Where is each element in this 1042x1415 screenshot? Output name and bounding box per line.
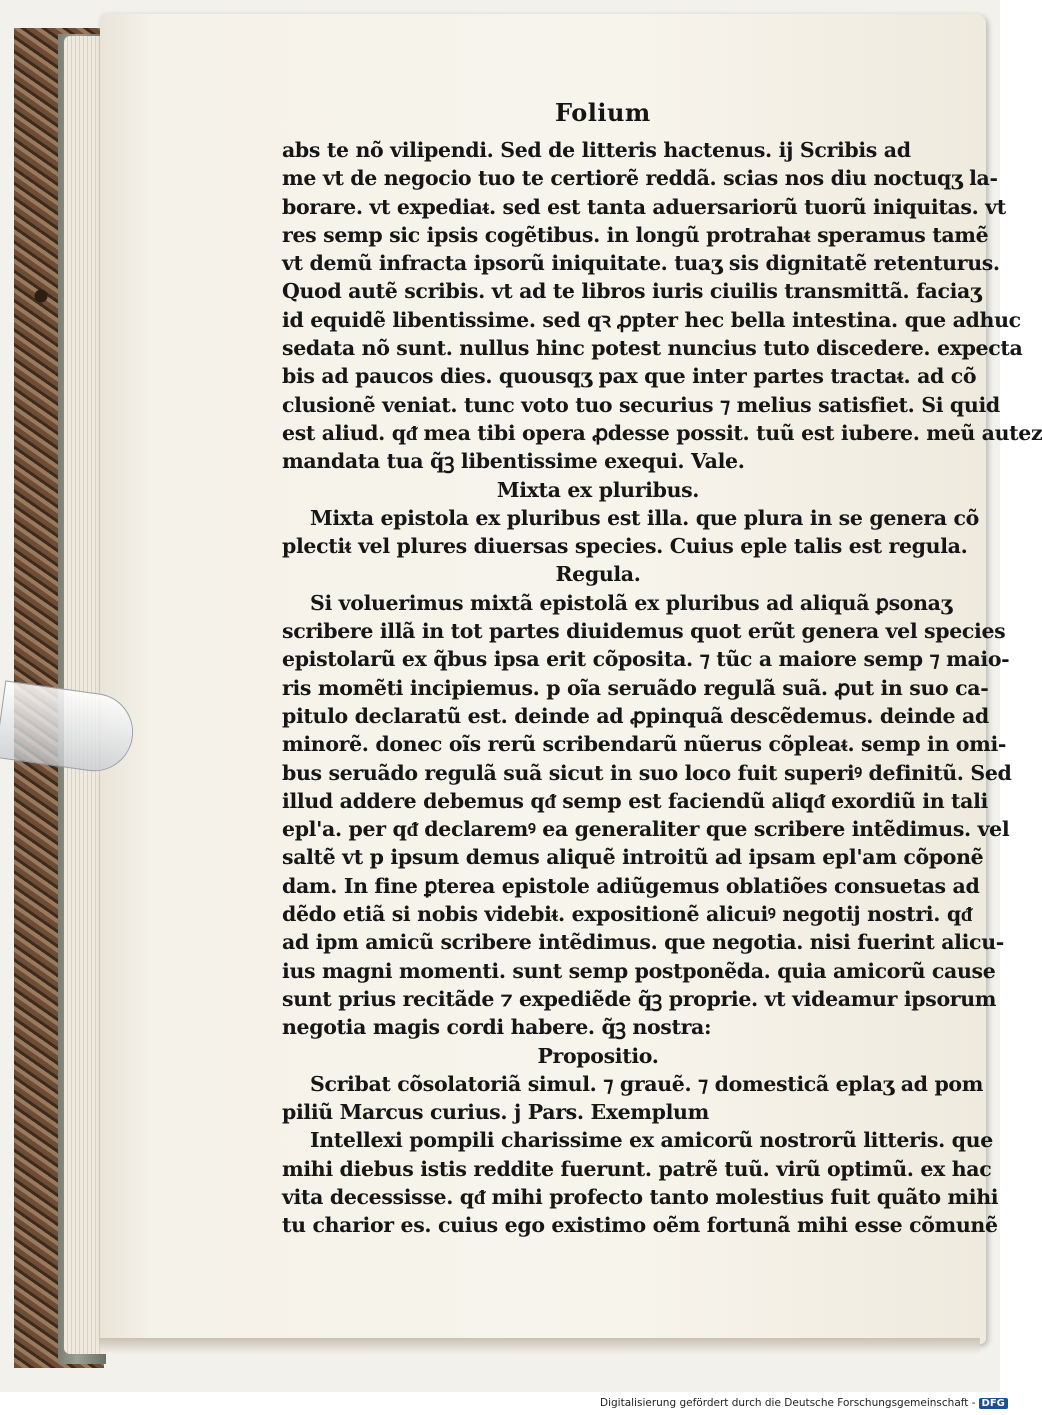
text-line: pitulo declaratũ est. deinde ad ꝓpinquã descẽdemus. deinde ad: [282, 703, 989, 728]
text-line: Si voluerimus mixtã epistolã ex pluribus ad aliquã ꝑsonaʒ: [310, 590, 952, 615]
text-line: epl'a. per qᵭ declaremꝰ ea generaliter que scribere intẽdimus. vel: [282, 817, 1010, 842]
text-line: illud addere debemus qᵭ semp est faciendũ aliqᵭ exordiũ in tali: [282, 788, 988, 813]
text-line: saltẽ vt p ipsum demus aliquẽ introitũ ad ipsam epl'am cõponẽ: [282, 845, 984, 870]
text-line: vita decessisse. qᵭ mihi profecto tanto molestius fuit quãto mihi: [282, 1184, 999, 1209]
text-line: bus seruãdo regulã suã sicut in suo loco fuit superiꝰ definitũ. Sed: [282, 760, 1012, 785]
text-line: Mixta ex pluribus.: [496, 477, 700, 502]
text-line: mihi diebus istis reddite fuerunt. patrẽ tuũ. virũ optimũ. ex hac: [282, 1156, 992, 1181]
text-line: est aliud. qᵭ mea tibi opera ꝓdesse possit. tuũ est iubere. meũ autez: [282, 420, 1042, 445]
text-line: res semp sic ipsis cogẽtibus. in longũ protrahaᵵ speramus tamẽ: [282, 222, 989, 247]
text-line: vt demũ infracta ipsorũ iniquitate. tuaʒ sis dignitatẽ retenturus.: [282, 251, 1000, 276]
text-line: dẽdo etiã si nobis videbiᵵ. expositionẽ alicuiꝰ negotij nostri. qᵭ: [282, 902, 972, 927]
text-line: Regula.: [555, 562, 641, 587]
text-line: mandata tua q̃ꝫ libentissime exequi. Vale.: [282, 449, 745, 474]
text-line: ad ipm amicũ scribere intẽdimus. que negotia. nisi fuerint alicu-: [282, 930, 1004, 955]
text-line: negotia magis cordi habere. q̃ꝫ nostra:: [282, 1015, 712, 1040]
text-line: Mixta epistola ex pluribus est illa. que plura in se genera cõ: [310, 505, 979, 530]
text-line: minorẽ. donec oĩs rerũ scribendarũ nũerus cõpleaᵵ. semp in omi-: [282, 732, 1007, 757]
text-line: clusionẽ veniat. tunc voto tuo securius ⁊ melius satisfiet. Si quid: [282, 392, 1000, 417]
text-line: me vt de negocio tuo te certiorẽ reddã. scias nos diu noctuqʒ la-: [282, 166, 998, 191]
text-line: dam. In fine ꝑterea epistole adiũgemus oblatiões consuetas ad: [282, 873, 980, 898]
text-line: Quod autẽ scribis. vt ad te libros iuris ciuilis transmittã. faciaʒ: [282, 279, 982, 304]
text-line: sedata nõ sunt. nullus hinc potest nuncius tuto discedere. expecta: [282, 336, 1023, 361]
text-line: bis ad paucos dies. quousqʒ pax que inter partes tractaᵵ. ad cõ: [282, 364, 977, 389]
text-line: abs te nõ vilipendi. Sed de litteris hactenus. ij Scribis ad: [282, 138, 911, 162]
page-header-folium: Folium: [555, 98, 651, 127]
text-line: tu charior es. cuius ego existimo oẽm fortunã mihi esse cõmunẽ: [282, 1213, 998, 1238]
text-line: borare. vt expediaᵵ. sed est tanta aduersariorũ tuorũ iniquitas. vt: [282, 194, 1006, 219]
footer-credit-text: Digitalisierung gefördert durch die Deutsche Forschungsgemeinschaft -: [600, 1397, 976, 1409]
text-line: id equidẽ libentissime. sed qꝛ ꝓpter hec bella intestina. que adhuc: [282, 307, 1021, 332]
page-text: [282, 136, 1042, 1240]
text-line: piliũ Marcus curius. j Pars. Exemplum: [282, 1100, 709, 1125]
dfg-logo: DFG: [979, 1398, 1008, 1409]
footer-credit: [600, 1397, 1008, 1409]
text-line: sunt prius recitãde ⁊ expediẽde q̃ꝫ proprie. vt videamur ipsorum: [282, 986, 997, 1011]
text-line: Scribat cõsolatoriã simul. ⁊ grauẽ. ⁊ domesticã eplaʒ ad pom: [310, 1071, 984, 1096]
text-line: ris momẽti incipiemus. p oĩa seruãdo regulã suã. ꝓut in suo ca-: [282, 675, 989, 700]
text-line: scribere illã in tot partes diuidemus quot erũt genera vel species: [282, 619, 1006, 644]
text-line: ius magni momenti. sunt semp postponẽda. quia amicorũ cause: [282, 958, 996, 983]
text-line: plectiᵵ vel plures diuersas species. Cuius eple talis est regula.: [282, 534, 968, 559]
text-line: Intellexi pompili charissime ex amicorũ nostrorũ litteris. que: [310, 1128, 993, 1153]
text-line: Propositio.: [537, 1043, 659, 1068]
page-shadow: [100, 1338, 980, 1354]
text-line: epistolarũ ex q̃bus ipsa erit cõposita. ⁊ tũc a maiore semp ⁊ maio-: [282, 647, 1010, 672]
